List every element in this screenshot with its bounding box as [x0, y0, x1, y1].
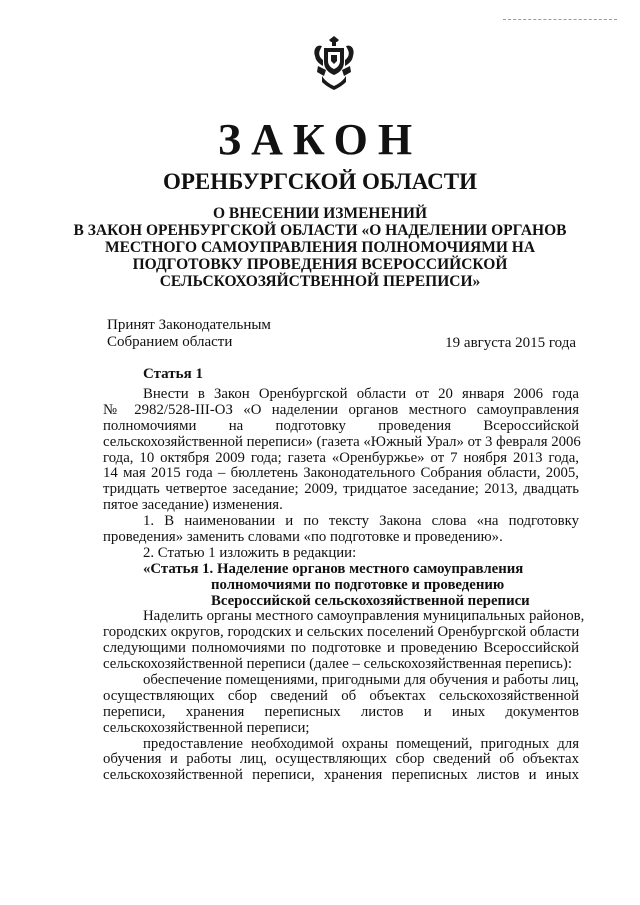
body-line: сельскохозяйственной переписи (далее – сельскохозяйственная перепись): [103, 656, 572, 673]
body-line: обеспечение помещениями, пригодными для обучения и работы лиц, [143, 672, 579, 689]
body-line: следующими полномочиями по подготовке и проведению Всероссийской [103, 640, 579, 657]
corner-dashed-mark [503, 19, 617, 20]
subtitle-line: СЕЛЬСКОХОЗЯЙСТВЕННОЙ ПЕРЕПИСИ» [159, 273, 481, 290]
law-title: ЗАКОН [217, 115, 423, 164]
body-line: № 2982/528-III-ОЗ «О наделении органов местного самоуправления [103, 401, 579, 418]
body-line: тридцать четвертое заседание; 2009, тридцатое заседание; 2013, двадцать [103, 481, 579, 498]
article-heading: Статья 1 [143, 366, 203, 382]
body-line: пятое заседание) изменения. [103, 497, 283, 514]
body-line: Внести в Закон Оренбургской области от 20 января 2006 года [143, 386, 579, 402]
law-subtitle [0, 205, 640, 290]
article-1-heading-line: Всероссийской сельскохозяйственной переписи [211, 592, 530, 609]
article-1-heading-line: «Статья 1. Наделение органов местного самоуправления [143, 560, 524, 577]
subtitle-line: В ЗАКОН ОРЕНБУРГСКОЙ ОБЛАСТИ «О НАДЕЛЕНИИ ОРГАНОВ [73, 222, 567, 239]
region-title: ОРЕНБУРГСКОЙ ОБЛАСТИ [162, 169, 478, 194]
body-line: сельскохозяйственной переписи; [103, 719, 310, 736]
adoption-line: Собранием области [107, 334, 233, 350]
adoption-block [107, 317, 271, 351]
body-line: Наделить органы местного самоуправления муниципальных районов, [143, 608, 585, 625]
body-line: сельскохозяйственной переписи» (газета «Южный Урал» от 3 февраля 2006 [103, 433, 581, 450]
subtitle-line: МЕСТНОГО САМОУПРАВЛЕНИЯ ПОЛНОМОЧИЯМИ НА [104, 239, 536, 256]
law-body [103, 386, 585, 784]
body-line: предоставление необходимой охраны помещений, пригодных для [143, 735, 579, 752]
coat-of-arms-icon [312, 36, 356, 90]
body-line: проведения» заменить словами «по подготовке и проведению». [103, 529, 503, 546]
body-line: сельскохозяйственной переписи, хранения переписных листов и иных [103, 767, 579, 784]
article-1-heading-line: полномочиями по подготовке и проведению [211, 576, 505, 593]
body-line: года, 10 октября 2009 года; газета «Оренбуржье» от 7 ноября 2013 года, [103, 449, 579, 466]
adoption-date: 19 августа 2015 года [445, 335, 576, 351]
body-line: полномочиями на подготовку проведения Всероссийской [103, 417, 579, 434]
subtitle-line: ПОДГОТОВКУ ПРОВЕДЕНИЯ ВСЕРОССИЙСКОЙ [132, 256, 508, 273]
body-line: 2. Статью 1 изложить в редакции: [143, 544, 357, 561]
body-line: 14 мая 2015 года – бюллетень Законодательного Собрания области, 2005, [103, 465, 579, 482]
body-line: осуществляющих сбор сведений об объектах сельскохозяйственной [103, 687, 579, 704]
body-line: городских округов, городских и сельских поселений Оренбургской области [103, 624, 580, 641]
adoption-line: Принят Законодательным [107, 317, 271, 333]
body-line: обучения и работы лиц, осуществляющих сбор сведений об объектах [103, 751, 579, 768]
body-line: переписи, хранения переписных листов и иных документов [103, 703, 579, 720]
subtitle-line: О ВНЕСЕНИИ ИЗМЕНЕНИЙ [212, 205, 427, 222]
body-line: 1. В наименовании и по тексту Закона слова «на подготовку [143, 513, 579, 530]
